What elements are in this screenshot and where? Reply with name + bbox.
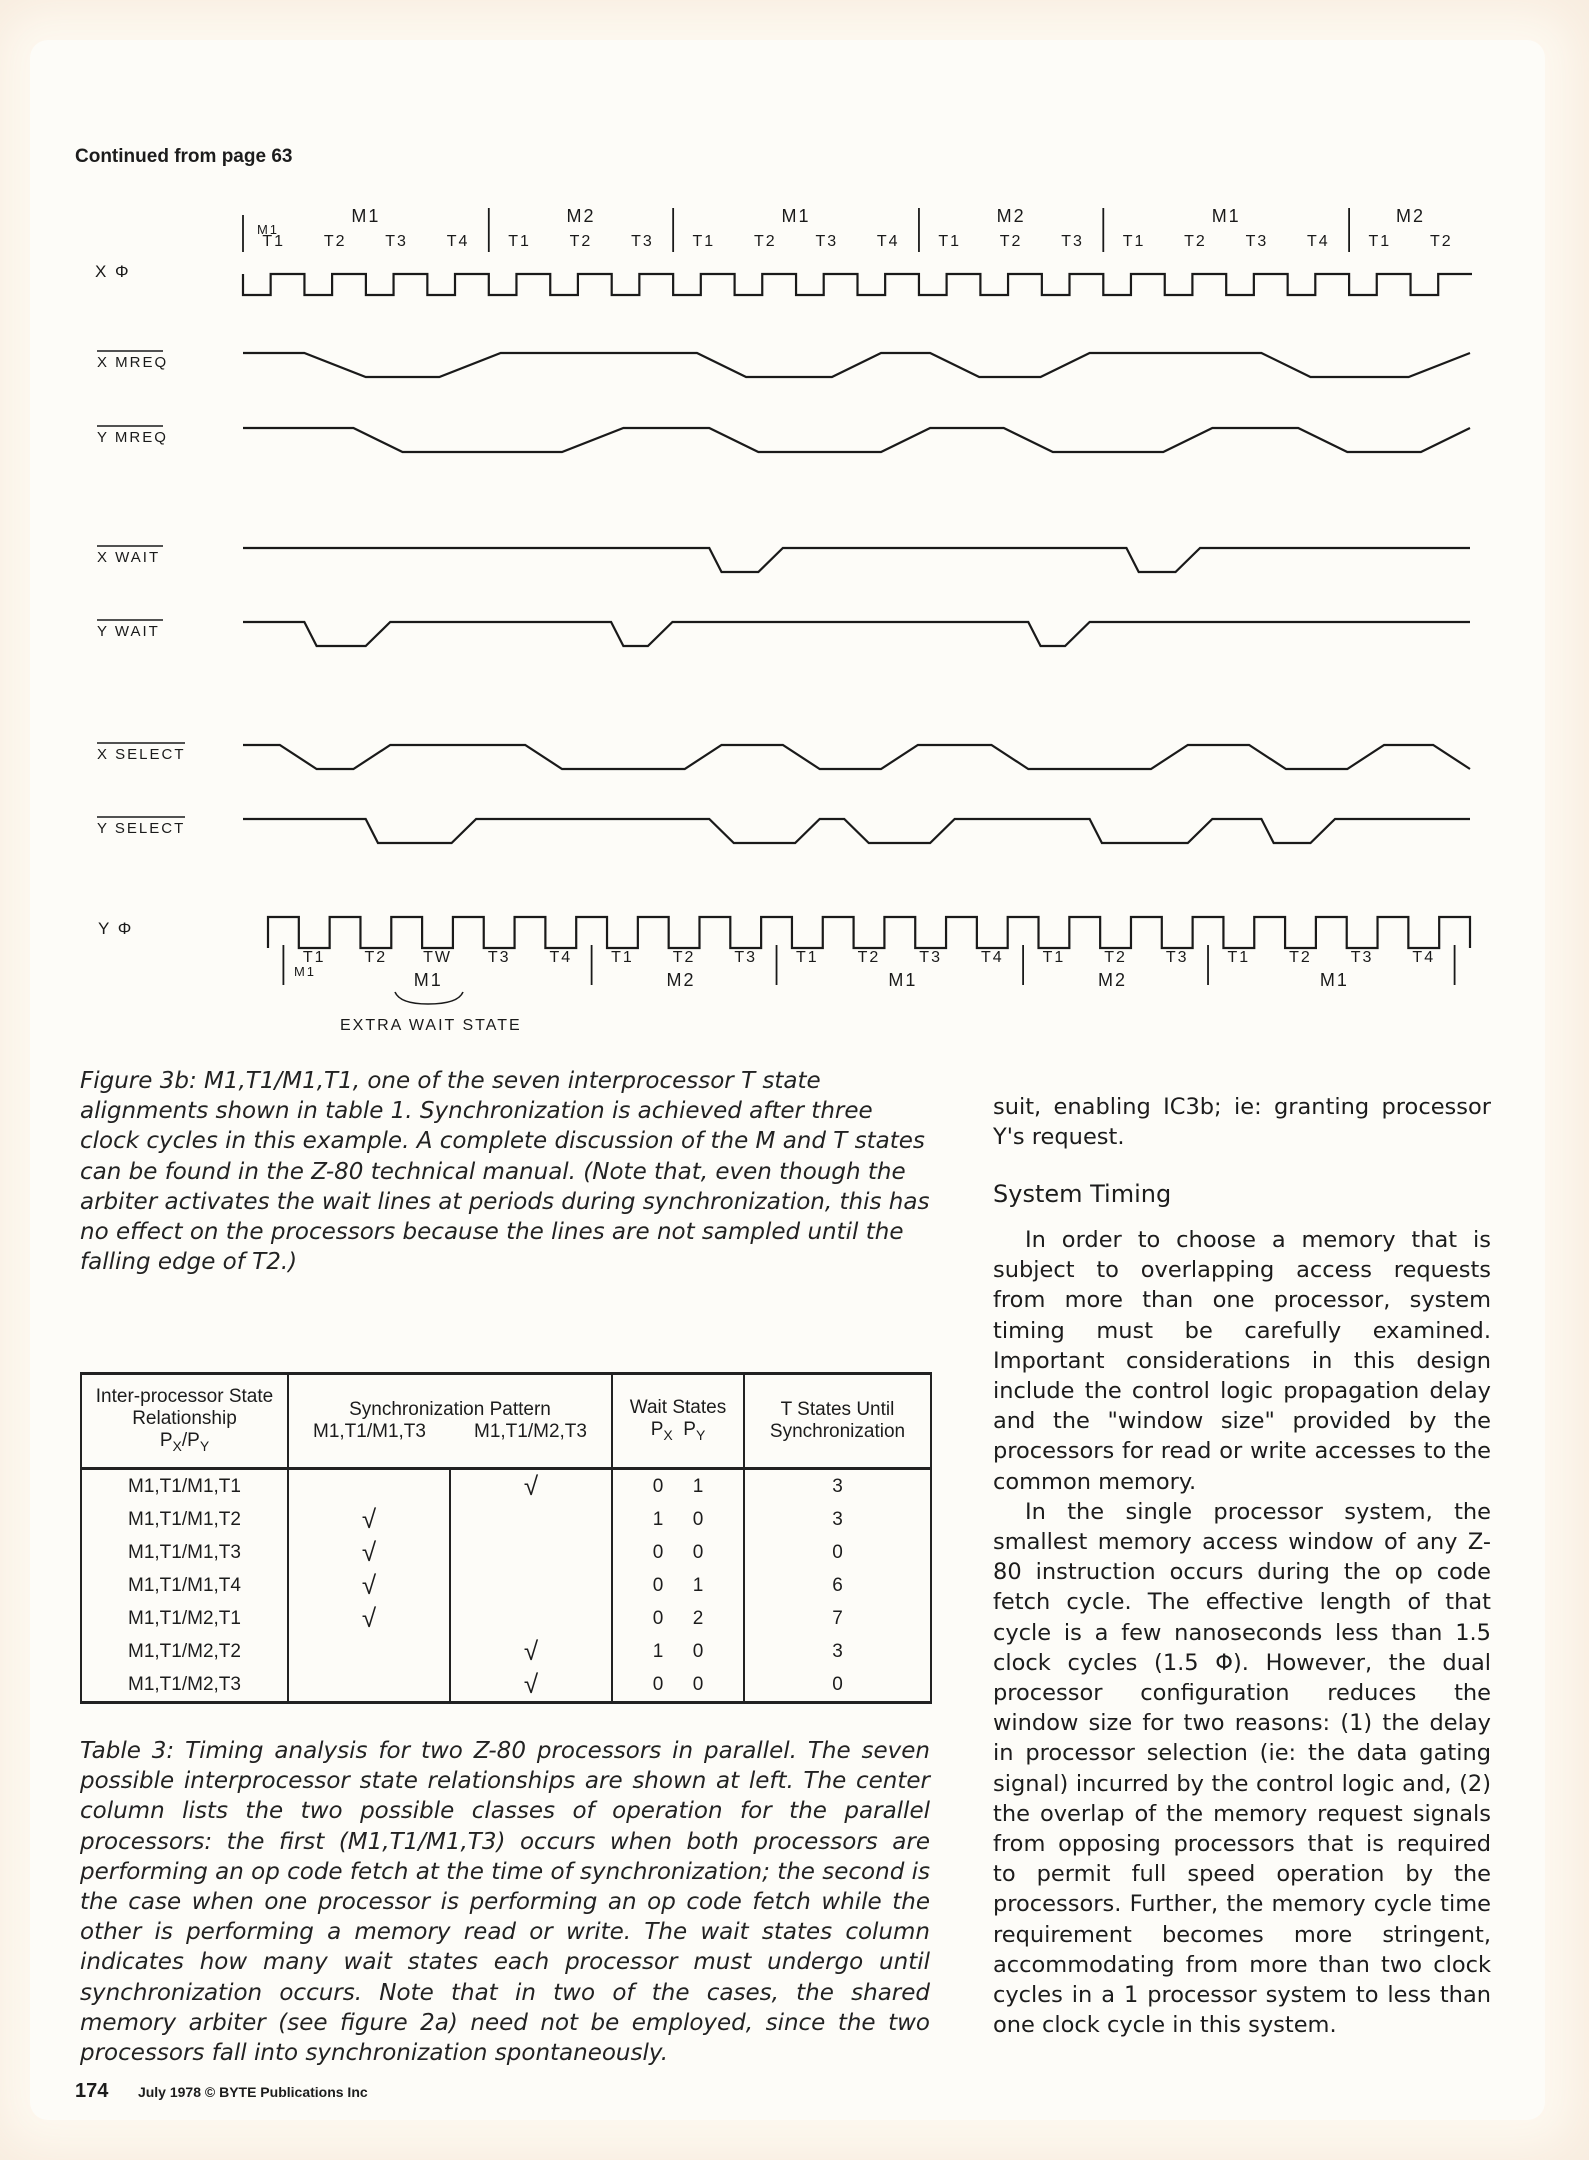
timing-diagram: [0, 0, 1589, 1050]
top-t-state: T1: [1122, 233, 1146, 250]
col-sync-pattern: Synchronization Pattern M1,T1/M1,T3 M1,T1/M2,T3: [288, 1374, 612, 1469]
cell-pattern-b: [450, 1536, 612, 1569]
cell-wait-states: 0 2: [612, 1602, 744, 1635]
top-t-state: T3: [631, 233, 654, 250]
y-clock-label: Y Φ: [98, 919, 134, 938]
top-t-state: T2: [323, 233, 347, 250]
figure-caption: Figure 3b: M1,T1/M1,T1, one of the seven interprocessor T state alignments shown in table 1. Synchronization is achieved after three clock cycles in this example. A complete discussion of the M and T states can be found in the Z-80 technical manual. (Note that, even though the arbiter activates the wait lines at periods during synchronization, this has no effect on the processors because the lines are not sampled until the falling edge of T2.): [80, 1068, 930, 1276]
bottom-t-state: T2: [1104, 949, 1127, 966]
bottom-machine-cycle: M1: [1319, 970, 1349, 990]
signal-waveform: [243, 622, 1470, 646]
cell-pattern-a: [288, 1469, 450, 1504]
cell-pattern-a: [288, 1668, 450, 1703]
paragraph-continued: suit, enabling IC3b; ie: granting processor Y's request.: [993, 1094, 1491, 1151]
table-row: [81, 1503, 931, 1536]
bottom-t-state: TW: [423, 949, 452, 966]
cell-wait-states: 0 1: [612, 1469, 744, 1504]
bottom-t-state: T3: [919, 949, 942, 966]
page-number: 174: [75, 2080, 109, 2102]
table-caption: Table 3: Timing analysis for two Z-80 processors in parallel. The seven possible interprocessor state relationships are shown at left. The center column lists the two possible classes of operation for the parallel processors: the first (M1,T1/M1,T3) occurs when both processors are performing an op code fetch at the time of synchronization; the second is the case when one processor is performing an op code fetch while the other is performing a memory read or write. The wait states column indicates how many wait states each processor must undergo until synchronization occurs. Note that in two of the cases, the shared memory arbiter (see figure 2a) need not be employed, since the two processors fall into synchronization spontaneously.: [80, 1738, 930, 2067]
cell-wait-states: 0 0: [612, 1536, 744, 1569]
cell-relationship: M1,T1/M2,T1: [81, 1602, 288, 1635]
top-t-state: T2: [999, 233, 1023, 250]
bottom-machine-cycle: M2: [666, 970, 696, 990]
cell-t-states: 3: [744, 1503, 931, 1536]
signal-label-x-select: X SELECT: [97, 746, 186, 763]
top-t-state: T2: [1429, 233, 1453, 250]
page-footer: [75, 2080, 368, 2103]
paragraph-1: In order to choose a memory that is subject to overlapping access requests from more than one processor, system timing must be carefully examined. Important considerations in this design include the control logic propagation delay and the "window size" provided by the processors for read or write accesses to the common memory.: [993, 1227, 1491, 1495]
cell-pattern-b: [450, 1569, 612, 1602]
continued-note: Continued from page 63: [75, 146, 293, 167]
bottom-m1-small: M1: [293, 964, 317, 979]
top-t-state: T3: [385, 233, 408, 250]
cell-pattern-a: √: [288, 1536, 450, 1569]
table-row: [81, 1469, 931, 1504]
cell-wait-states: 1 0: [612, 1503, 744, 1536]
signal-label-y-wait: Y WAIT: [97, 623, 160, 640]
col-relationship: Inter-processor State Relationship $P_X/P_Y$: [81, 1374, 288, 1469]
top-t-state: T4: [876, 233, 900, 250]
footer-date: July 1978 © BYTE Publications Inc: [137, 2084, 368, 2100]
right-column-intro: [993, 1092, 1491, 1152]
signal-waveform: [243, 548, 1470, 572]
bottom-t-state: T2: [1289, 949, 1312, 966]
timing-analysis-table: [80, 1372, 932, 1704]
top-t-state: T1: [262, 233, 286, 250]
top-t-state: T3: [1245, 233, 1269, 250]
cell-relationship: M1,T1/M1,T4: [81, 1569, 288, 1602]
table-row: [81, 1635, 931, 1668]
bottom-t-state: T1: [796, 949, 819, 966]
top-t-state: T3: [1061, 233, 1084, 250]
cell-relationship: M1,T1/M1,T3: [81, 1536, 288, 1569]
cell-t-states: 3: [744, 1635, 931, 1668]
top-machine-cycle: M2: [996, 206, 1026, 226]
cell-t-states: 0: [744, 1668, 931, 1703]
paragraph-2: In the single processor system, the smallest memory access window of any Z-80 instruction occurs during the op code fetch cycle. The effective length of that cycle is a few nanoseconds less than 1.5 clock cycles (1.5 Φ). However, the dual processor configuration reduces the window size for two reasons: (1) the delay in processor selection (ie: the data gating signal) incurred by the control logic and, (2) the overlap of the memory request signals from opposing processors that is required to permit full speed operation by the processors. Further, the memory cycle time requirement becomes more stringent, accommodating from more than two clock cycles in a 1 processor system to less than one clock cycle in this system.: [993, 1498, 1491, 2039]
bottom-t-state: T2: [857, 949, 881, 966]
col-t-states: T States Until Synchronization: [744, 1374, 931, 1469]
top-t-state: T2: [753, 233, 777, 250]
cell-relationship: M1,T1/M2,T2: [81, 1635, 288, 1668]
bottom-machine-cycle: M2: [1097, 970, 1127, 990]
y-clock-waveform: [268, 917, 1470, 948]
top-t-state: T1: [508, 233, 531, 250]
signal-label-x-mreq: X MREQ: [97, 354, 169, 371]
table-row: [81, 1668, 931, 1703]
top-m1-small: M1: [256, 222, 280, 237]
bottom-machine-cycle: M1: [888, 970, 918, 990]
signal-waveform: [243, 353, 1470, 377]
top-machine-cycle: M1: [351, 206, 381, 226]
brace: [395, 992, 463, 1004]
section-heading: System Timing: [993, 1180, 1172, 1208]
bottom-t-state: T3: [487, 949, 511, 966]
cell-pattern-b: [450, 1503, 612, 1536]
bottom-t-state: T2: [672, 949, 696, 966]
signal-label-x-wait: X WAIT: [97, 549, 161, 566]
top-t-state: T2: [569, 233, 593, 250]
signal-waveform: [243, 819, 1470, 843]
table-row: [81, 1536, 931, 1569]
cell-pattern-a: [288, 1635, 450, 1668]
top-machine-cycle: M1: [781, 206, 811, 226]
cell-relationship: M1,T1/M1,T2: [81, 1503, 288, 1536]
cell-t-states: 0: [744, 1536, 931, 1569]
table-row: [81, 1569, 931, 1602]
cell-relationship: M1,T1/M1,T1: [81, 1469, 288, 1504]
bottom-t-state: T1: [611, 949, 634, 966]
col-wait-states: Wait States $P_X$ $P_Y$: [612, 1374, 744, 1469]
bottom-t-state: T1: [302, 949, 326, 966]
bottom-t-state: T4: [549, 949, 573, 966]
extra-wait-label: EXTRA WAIT STATE: [340, 1017, 522, 1034]
cell-t-states: 7: [744, 1602, 931, 1635]
bottom-t-state: T1: [1042, 949, 1066, 966]
cell-pattern-b: √: [450, 1469, 612, 1504]
cell-wait-states: 1 0: [612, 1635, 744, 1668]
table-row: [81, 1602, 931, 1635]
cell-pattern-b: √: [450, 1668, 612, 1703]
top-machine-cycle: M2: [566, 206, 596, 226]
bottom-t-state: T2: [364, 949, 388, 966]
signal-label-y-mreq: Y MREQ: [97, 429, 168, 446]
bottom-t-state: T1: [1227, 949, 1251, 966]
signal-waveform: [243, 745, 1470, 769]
bottom-machine-cycle: M1: [413, 970, 443, 990]
bottom-t-state: T4: [980, 949, 1004, 966]
top-t-state: T4: [1307, 233, 1330, 250]
cell-wait-states: 0 0: [612, 1668, 744, 1703]
top-t-state: T1: [692, 233, 716, 250]
cell-t-states: 3: [744, 1469, 931, 1504]
bottom-t-state: T3: [1350, 949, 1374, 966]
bottom-t-state: T4: [1412, 949, 1436, 966]
cell-t-states: 6: [744, 1569, 931, 1602]
bottom-t-state: T3: [734, 949, 758, 966]
top-machine-cycle: M1: [1211, 206, 1241, 226]
cell-pattern-b: [450, 1602, 612, 1635]
signal-waveform: [243, 428, 1470, 452]
top-t-state: T4: [446, 233, 470, 250]
signal-label-y-select: Y SELECT: [97, 820, 186, 837]
cell-pattern-a: √: [288, 1503, 450, 1536]
cell-pattern-a: √: [288, 1569, 450, 1602]
cell-relationship: M1,T1/M2,T3: [81, 1668, 288, 1703]
bottom-t-state: T3: [1165, 949, 1189, 966]
top-t-state: T3: [815, 233, 839, 250]
top-t-state: T1: [1368, 233, 1392, 250]
top-machine-cycle: M2: [1396, 206, 1426, 226]
top-t-state: T1: [938, 233, 962, 250]
x-clock-waveform: [243, 274, 1472, 295]
x-clock-label: X Φ: [95, 262, 131, 281]
cell-pattern-b: √: [450, 1635, 612, 1668]
right-column-body: [993, 1225, 1491, 2040]
cell-wait-states: 0 1: [612, 1569, 744, 1602]
cell-pattern-a: √: [288, 1602, 450, 1635]
top-t-state: T2: [1184, 233, 1207, 250]
